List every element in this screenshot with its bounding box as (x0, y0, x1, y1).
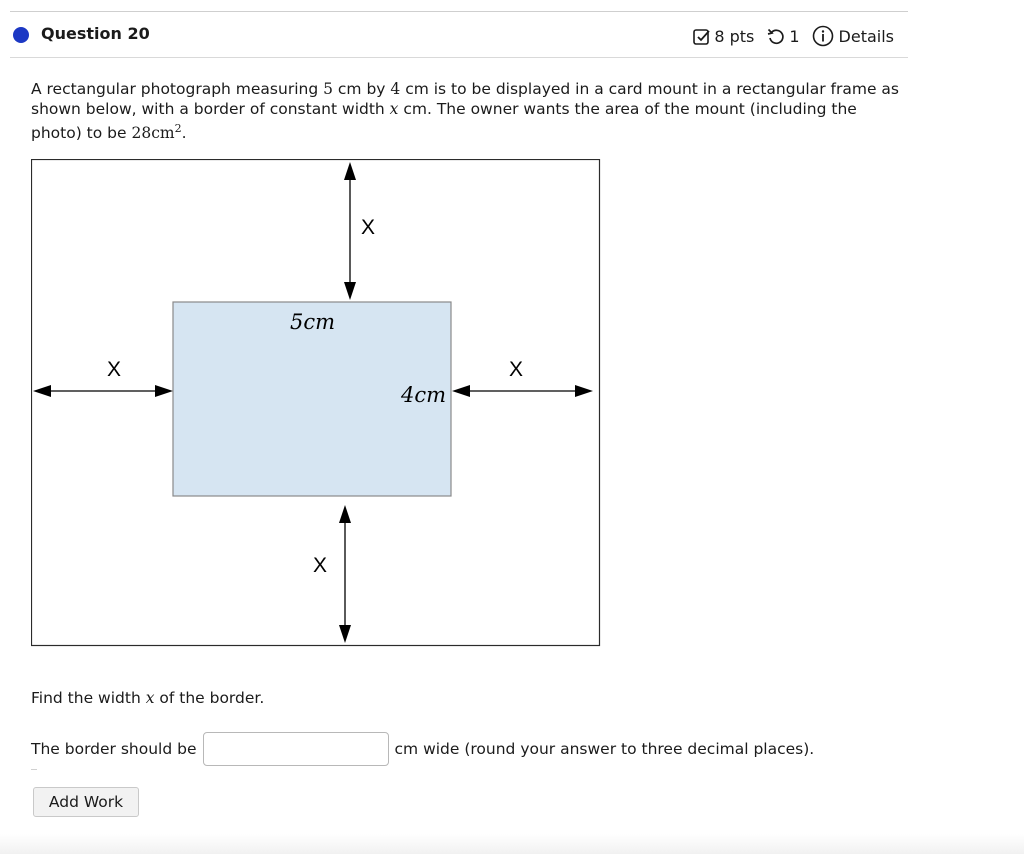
frame-diagram (31, 159, 601, 647)
checkbox-icon (692, 27, 711, 46)
problem-text-5: . (181, 124, 187, 143)
question-meta (692, 23, 894, 49)
question-status-dot (13, 27, 29, 43)
points-text: 8 pts (714, 26, 755, 46)
border-variable: x (389, 100, 399, 118)
find-suffix: of the border. (154, 689, 265, 707)
answer-input[interactable] (203, 732, 389, 766)
problem-text-4: cm. The owner wants the area of the mount (including the photo) to be (31, 100, 857, 143)
find-prefix: Find the width (31, 689, 146, 707)
details-link[interactable] (812, 25, 894, 47)
label-bottom-x: X (313, 554, 328, 577)
answer-suffix: cm wide (round your answer to three decimal places). (394, 740, 815, 758)
label-photo-height: 4cm (401, 383, 447, 407)
details-label: Details (838, 26, 894, 46)
area-value: 28cm (131, 124, 175, 143)
answer-row (31, 731, 814, 767)
page-bottom-edge (0, 834, 1024, 854)
label-right-x: X (509, 358, 524, 381)
label-top-x: X (361, 216, 376, 239)
find-variable: x (145, 689, 155, 707)
retry-icon (766, 26, 786, 46)
attempts-text: 1 (789, 26, 800, 46)
attempts-group (766, 26, 799, 46)
add-work-button[interactable]: Add Work (33, 787, 139, 817)
problem-text-1: A rectangular photograph measuring (31, 80, 324, 98)
header-divider (10, 57, 908, 58)
photo-width-value: 5 (323, 80, 333, 98)
problem-text-2: cm by (332, 80, 391, 98)
points-group (692, 27, 754, 46)
answer-underline-mark (31, 769, 37, 770)
problem-text-3: cm is to be displayed in a card mount in a rectangular frame as shown below, with a border of constant width (31, 80, 899, 118)
photo-height-value: 4 (390, 80, 401, 98)
label-left-x: X (107, 358, 122, 381)
question-title: Question 20 (41, 24, 150, 43)
answer-prefix: The border should be (31, 740, 197, 758)
top-divider (10, 11, 908, 12)
info-icon (812, 25, 834, 47)
area-exponent: 2 (174, 122, 182, 135)
find-prompt (31, 689, 264, 707)
question-header (10, 20, 900, 50)
label-photo-width: 5cm (290, 310, 336, 334)
problem-statement (31, 79, 901, 143)
